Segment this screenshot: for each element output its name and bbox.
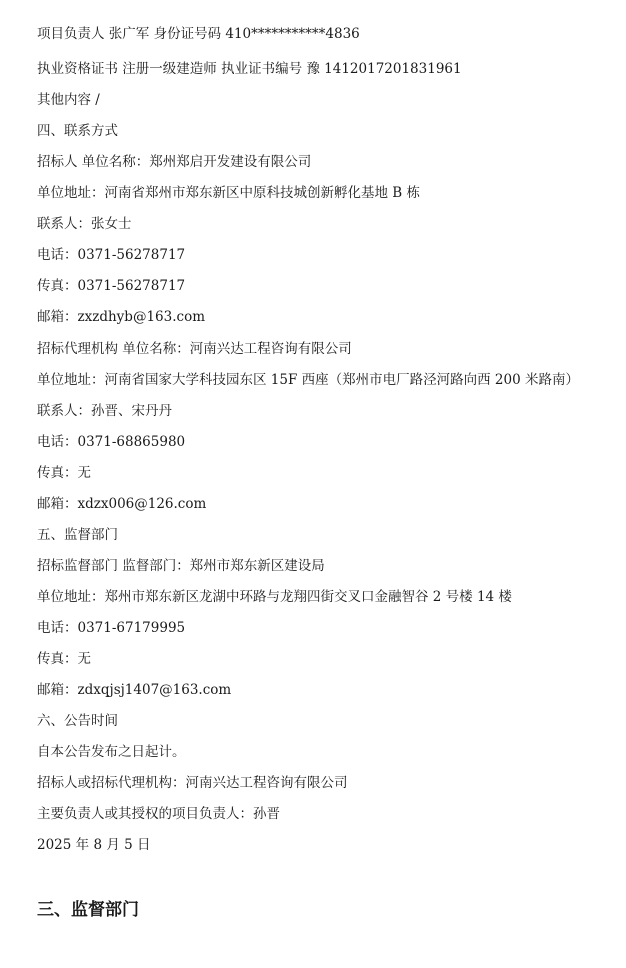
tenderer-contact-line: 联系人：张女士 (37, 216, 132, 232)
notice-time-line: 自本公告发布之日起计。 (37, 744, 186, 760)
supervision-phone-line: 电话：0371-67179995 (37, 620, 186, 636)
supervision-fax-line: 传真：无 (37, 651, 91, 667)
responsible-person-line: 主要负责人或其授权的项目负责人：孙晋 (37, 806, 280, 822)
other-content-line: 其他内容 / (37, 92, 100, 108)
contact-section-title: 四、联系方式 (37, 123, 118, 139)
supervision-heading: 三、监督部门 (37, 900, 139, 920)
supervision-address-line: 单位地址：郑州市郑东新区龙湖中环路与龙翔四街交叉口金融智谷 2 号楼 14 楼 (37, 589, 512, 605)
supervision-dept-line: 招标监督部门 监督部门：郑州市郑东新区建设局 (37, 558, 325, 574)
tenderer-email-line: 邮箱：zxzdhyb@163.com (37, 309, 205, 325)
issuer-line: 招标人或招标代理机构：河南兴达工程咨询有限公司 (37, 775, 348, 791)
agency-email-line: 邮箱：xdzx006@126.com (37, 496, 207, 512)
qualification-line: 执业资格证书 注册一级建造师 执业证书编号 豫 1412017201831961 (37, 61, 462, 77)
notice-time-section-title: 六、公告时间 (37, 713, 118, 729)
project-leader-line: 项目负责人 张广军 身份证号码 410***********4836 (37, 26, 360, 42)
agency-fax-line: 传真：无 (37, 465, 91, 481)
agency-contact-line: 联系人：孙晋、宋丹丹 (37, 403, 172, 419)
supervision-section-title: 五、监督部门 (37, 527, 118, 543)
tenderer-fax-line: 传真：0371-56278717 (37, 278, 186, 294)
agency-address-line: 单位地址：河南省国家大学科技园东区 15F 西座（郑州市电厂路泾河路向西 200 米路南） (37, 372, 579, 388)
tenderer-phone-line: 电话：0371-56278717 (37, 247, 186, 263)
tenderer-address-line: 单位地址：河南省郑州市郑东新区中原科技城创新孵化基地 B 栋 (37, 185, 421, 201)
agency-phone-line: 电话：0371-68865980 (37, 434, 186, 450)
date-line: 2025 年 8 月 5 日 (37, 837, 151, 853)
tenderer-name-line: 招标人 单位名称：郑州郑启开发建设有限公司 (37, 154, 312, 170)
supervision-email-line: 邮箱：zdxqjsj1407@163.com (37, 682, 232, 698)
agency-name-line: 招标代理机构 单位名称：河南兴达工程咨询有限公司 (37, 341, 352, 357)
